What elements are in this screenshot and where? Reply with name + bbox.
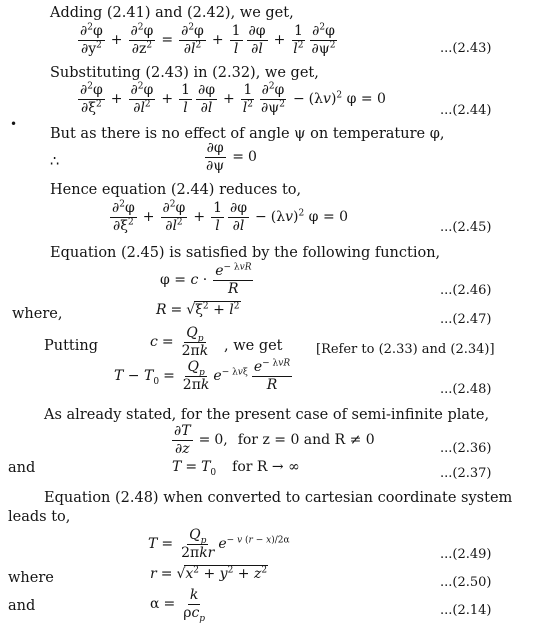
text-putting: Putting — [44, 338, 99, 354]
text-we-get: , we get — [224, 338, 283, 354]
text-where-2: where — [8, 570, 54, 586]
text-refer: [Refer to (2.33) and (2.34)] — [316, 342, 495, 357]
condition-2-36: for z = 0 and R ≠ 0 — [237, 432, 375, 449]
equation-number: ...(2.44) — [440, 103, 492, 118]
equation-2-37: T = $T_0$ for R → ∞ — [172, 459, 300, 478]
equation-number: ...(2.48) — [440, 382, 492, 397]
text-already-stated: As already stated, for the present case of semi-infinite plate, — [44, 407, 490, 423]
text-and: and — [8, 460, 36, 476]
equation-number: ...(2.46) — [440, 283, 492, 298]
equation-dphi-dpsi: $\frac{\partial\varphi}{\partial\psi}$ = 0 — [206, 140, 257, 174]
equation-number: ...(2.36) — [440, 441, 492, 456]
equation-number: ...(2.37) — [440, 466, 492, 481]
equation-2-47: R = √ $\xi^2 + l^2$ — [156, 301, 240, 318]
equation-number: ...(2.50) — [440, 575, 492, 590]
text-hence: Hence equation (2.44) reduces to, — [50, 182, 302, 198]
text-adding: Adding (2.41) and (2.42), we get, — [50, 5, 294, 21]
text-where: where, — [12, 306, 63, 322]
equation-number: ...(2.43) — [440, 41, 492, 56]
equation-number: ...(2.14) — [440, 603, 492, 618]
equation-number: ...(2.45) — [440, 220, 492, 235]
condition-2-37: for R → ∞ — [232, 459, 300, 475]
equation-2-36: $\frac{\partial T}{\partial z}$ = 0, for z = 0 and R ≠ 0 — [174, 423, 375, 457]
equation-2-49: T = $\frac{Q_p}{\text{2πkr}}$ $e^{- v (r - x)/2\alpha}$ — [148, 527, 290, 561]
text-cartesian-line1: Equation (2.48) when converted to cartesian coordinate system — [44, 490, 513, 506]
text-no-effect: But as there is no effect of angle ψ on temperature φ, — [50, 126, 445, 142]
text-cartesian-line2: leads to, — [8, 509, 71, 525]
equation-2-43: $\frac{\partial^2\varphi}{\partial y^2}$ + $\frac{\partial^2\varphi}{\partial z^2}$ = $\frac{\partial^2\varphi}{\partial l^2}$ + $\frac{1}{l}$ $\frac{\partial\varphi}{\partial l}$ + $\frac{1}{l^2}$ $\frac{\partial^2\varphi}{\partial\psi^2}$ — [80, 22, 336, 57]
equation-c-value: c = $\frac{Q_p}{2\pi k}$ — [150, 325, 209, 359]
therefore-symbol: ∴ — [50, 154, 60, 170]
text-and-2: and — [8, 598, 36, 614]
equation-2-44: $\frac{\partial^2\varphi}{\partial\xi^2}$ + $\frac{\partial^2\varphi}{\partial l^2}$ + $\frac{1}{l}$ $\frac{\partial\varphi}{\partial l}$ + $\frac{1}{l^2}$ $\frac{\partial^2\varphi}{\partial\psi^2}$ − $(\lambda v)^2$ φ = 0 — [80, 81, 386, 116]
bullet-mark: • — [10, 117, 18, 131]
equation-number: ...(2.47) — [440, 312, 492, 327]
equation-2-14: α = $\frac{k}{\rho c_p}$ — [150, 587, 206, 624]
equation-2-50: r = √ $x^2 + y^2 + z^2$ — [150, 565, 268, 582]
equation-2-46: φ = c · $\frac{e^{- \lambda vR}}{R}$ — [160, 262, 252, 297]
equation-2-45: $\frac{\partial^2\varphi}{\partial\xi^2}$ + $\frac{\partial^2\varphi}{\partial l^2}$ + $\frac{1}{l}$ $\frac{\partial\varphi}{\partial l}$ − $(\lambda v)^2$ φ = 0 — [112, 199, 349, 234]
text-substituting: Substituting (2.43) in (2.32), we get, — [50, 65, 319, 81]
equation-number: ...(2.49) — [440, 547, 492, 562]
text-satisfied: Equation (2.45) is satisfied by the following function, — [50, 245, 441, 261]
equation-2-48: $T - T_0$ = $\frac{Q_p}{2\pi k}$ $e^{- \lambda v\xi}$ $\frac{e^{- \lambda vR}}{R}$ — [114, 358, 291, 393]
